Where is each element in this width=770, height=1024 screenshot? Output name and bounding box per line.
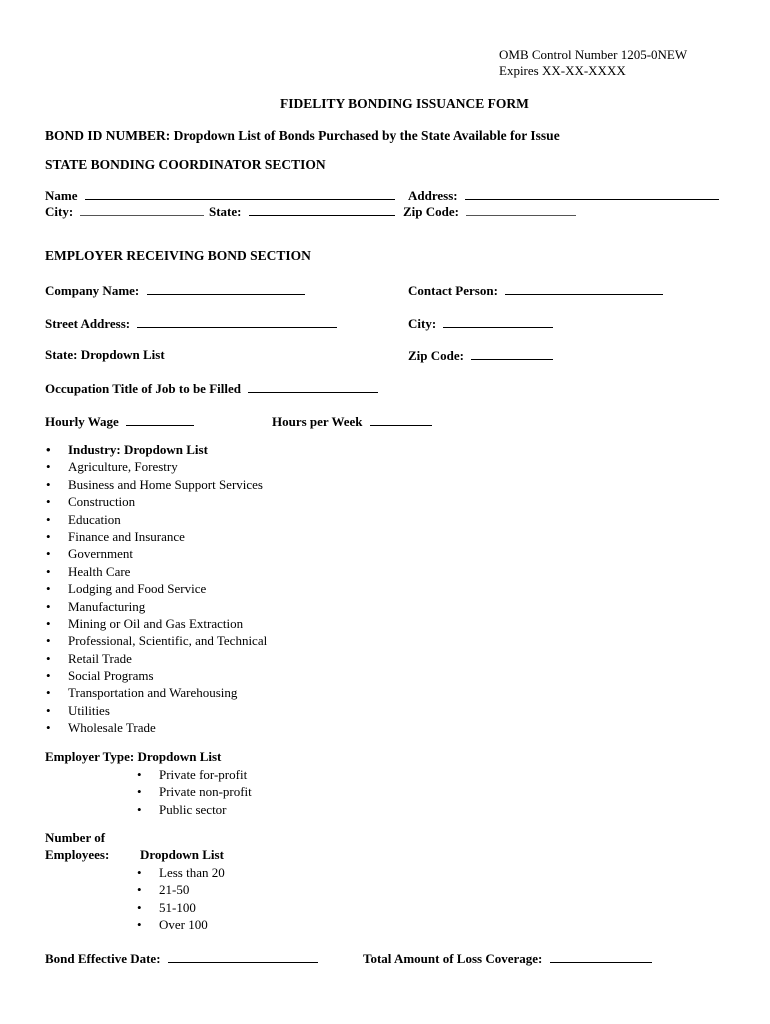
employees-dropdown-label[interactable]: Dropdown List [140, 847, 224, 862]
industry-option[interactable]: • Government [46, 545, 267, 562]
industry-option[interactable]: • Education [46, 511, 267, 528]
contact-person-label: Contact Person: [408, 283, 498, 298]
contact-person-field[interactable] [505, 282, 663, 295]
coordinator-state-row [209, 203, 395, 220]
omb-expiration: Expires XX-XX-XXXX [499, 63, 626, 78]
occupation-field[interactable] [248, 380, 378, 393]
form-title: FIDELITY BONDING ISSUANCE FORM [280, 96, 529, 111]
employees-options[interactable] [137, 864, 225, 934]
industry-option[interactable]: • Retail Trade [46, 650, 267, 667]
bond-effective-date-label: Bond Effective Date: [45, 951, 161, 966]
coordinator-city-field[interactable] [80, 203, 204, 216]
coordinator-section-heading: STATE BONDING COORDINATOR SECTION [45, 157, 326, 172]
hours-per-week-label: Hours per Week [272, 414, 363, 429]
industry-option[interactable]: • Transportation and Warehousing [46, 684, 267, 701]
contact-person-row [408, 282, 663, 299]
street-address-label: Street Address: [45, 316, 131, 331]
occupation-row [45, 380, 378, 397]
industry-option[interactable]: • Mining or Oil and Gas Extraction [46, 615, 267, 632]
hourly-wage-label: Hourly Wage [45, 414, 119, 429]
omb-control-number: OMB Control Number 1205-0NEW [499, 47, 688, 62]
employer-type-label: Employer Type: Dropdown List [45, 749, 222, 764]
employees-label-line2: Employees: [45, 847, 110, 862]
employees-option[interactable]: • Over 100 [137, 916, 225, 933]
industry-option[interactable]: • Business and Home Support Services [46, 476, 267, 493]
hourly-wage-field[interactable] [126, 413, 194, 426]
industry-option[interactable]: • Professional, Scientific, and Technical [46, 632, 267, 649]
employer-city-row [408, 315, 553, 332]
employees-label-line1: Number of [45, 830, 106, 845]
employer-zip-label: Zip Code: [408, 348, 464, 363]
loss-coverage-label: Total Amount of Loss Coverage: [363, 951, 543, 966]
coordinator-zip-label: Zip Code: [403, 204, 459, 219]
coordinator-address-field[interactable] [465, 187, 719, 200]
coordinator-address-label: Address: [408, 188, 458, 203]
employer-type-option[interactable]: • Private non-profit [137, 783, 252, 800]
coordinator-state-field[interactable] [249, 203, 395, 216]
hours-per-week-field[interactable] [370, 413, 432, 426]
employees-option[interactable]: • Less than 20 [137, 864, 225, 881]
coordinator-name-row [45, 187, 395, 204]
industry-dropdown-list[interactable] [46, 441, 267, 737]
industry-option[interactable]: • Lodging and Food Service [46, 580, 267, 597]
coordinator-zip-row [403, 203, 576, 220]
coordinator-name-field[interactable] [85, 187, 395, 200]
employees-option[interactable]: • 21-50 [137, 881, 225, 898]
coordinator-name-label: Name [45, 188, 78, 203]
industry-option[interactable]: • Finance and Insurance [46, 528, 267, 545]
industry-option[interactable]: • Wholesale Trade [46, 719, 267, 736]
hours-per-week-row [272, 413, 432, 430]
street-address-field[interactable] [137, 315, 337, 328]
employer-type-option[interactable]: • Private for-profit [137, 766, 252, 783]
employer-city-label: City: [408, 316, 437, 331]
industry-option[interactable]: • Social Programs [46, 667, 267, 684]
industry-option[interactable]: • Construction [46, 493, 267, 510]
employees-option[interactable]: • 51-100 [137, 899, 225, 916]
employer-city-field[interactable] [443, 315, 553, 328]
employer-type-options[interactable] [137, 766, 252, 818]
employer-state-dropdown[interactable]: State: Dropdown List [45, 347, 165, 362]
street-address-row [45, 315, 337, 332]
company-name-field[interactable] [147, 282, 305, 295]
industry-option[interactable]: • Health Care [46, 563, 267, 580]
bond-effective-date-row [45, 950, 318, 967]
hourly-wage-row [45, 413, 194, 430]
bond-effective-date-field[interactable] [168, 950, 318, 963]
loss-coverage-row [363, 950, 652, 967]
occupation-label: Occupation Title of Job to be Filled [45, 381, 241, 396]
coordinator-state-label: State: [209, 204, 242, 219]
employer-section-heading: EMPLOYER RECEIVING BOND SECTION [45, 248, 311, 263]
employer-zip-row [408, 347, 553, 364]
industry-option[interactable]: • Manufacturing [46, 598, 267, 615]
coordinator-zip-field[interactable] [466, 203, 576, 216]
industry-option[interactable]: • Utilities [46, 702, 267, 719]
loss-coverage-field[interactable] [550, 950, 652, 963]
employer-zip-field[interactable] [471, 347, 553, 360]
company-name-label: Company Name: [45, 283, 140, 298]
coordinator-address-row [408, 187, 719, 204]
employer-type-option[interactable]: • Public sector [137, 801, 252, 818]
industry-option[interactable]: • Agriculture, Forestry [46, 458, 267, 475]
company-name-row [45, 282, 305, 299]
coordinator-city-label: City: [45, 204, 74, 219]
coordinator-city-row [45, 203, 204, 220]
bond-id-dropdown-label: BOND ID NUMBER: Dropdown List of Bonds Purchased by the State Available for Issue [45, 128, 560, 143]
industry-dropdown-label: • Industry: Dropdown List [46, 441, 267, 458]
